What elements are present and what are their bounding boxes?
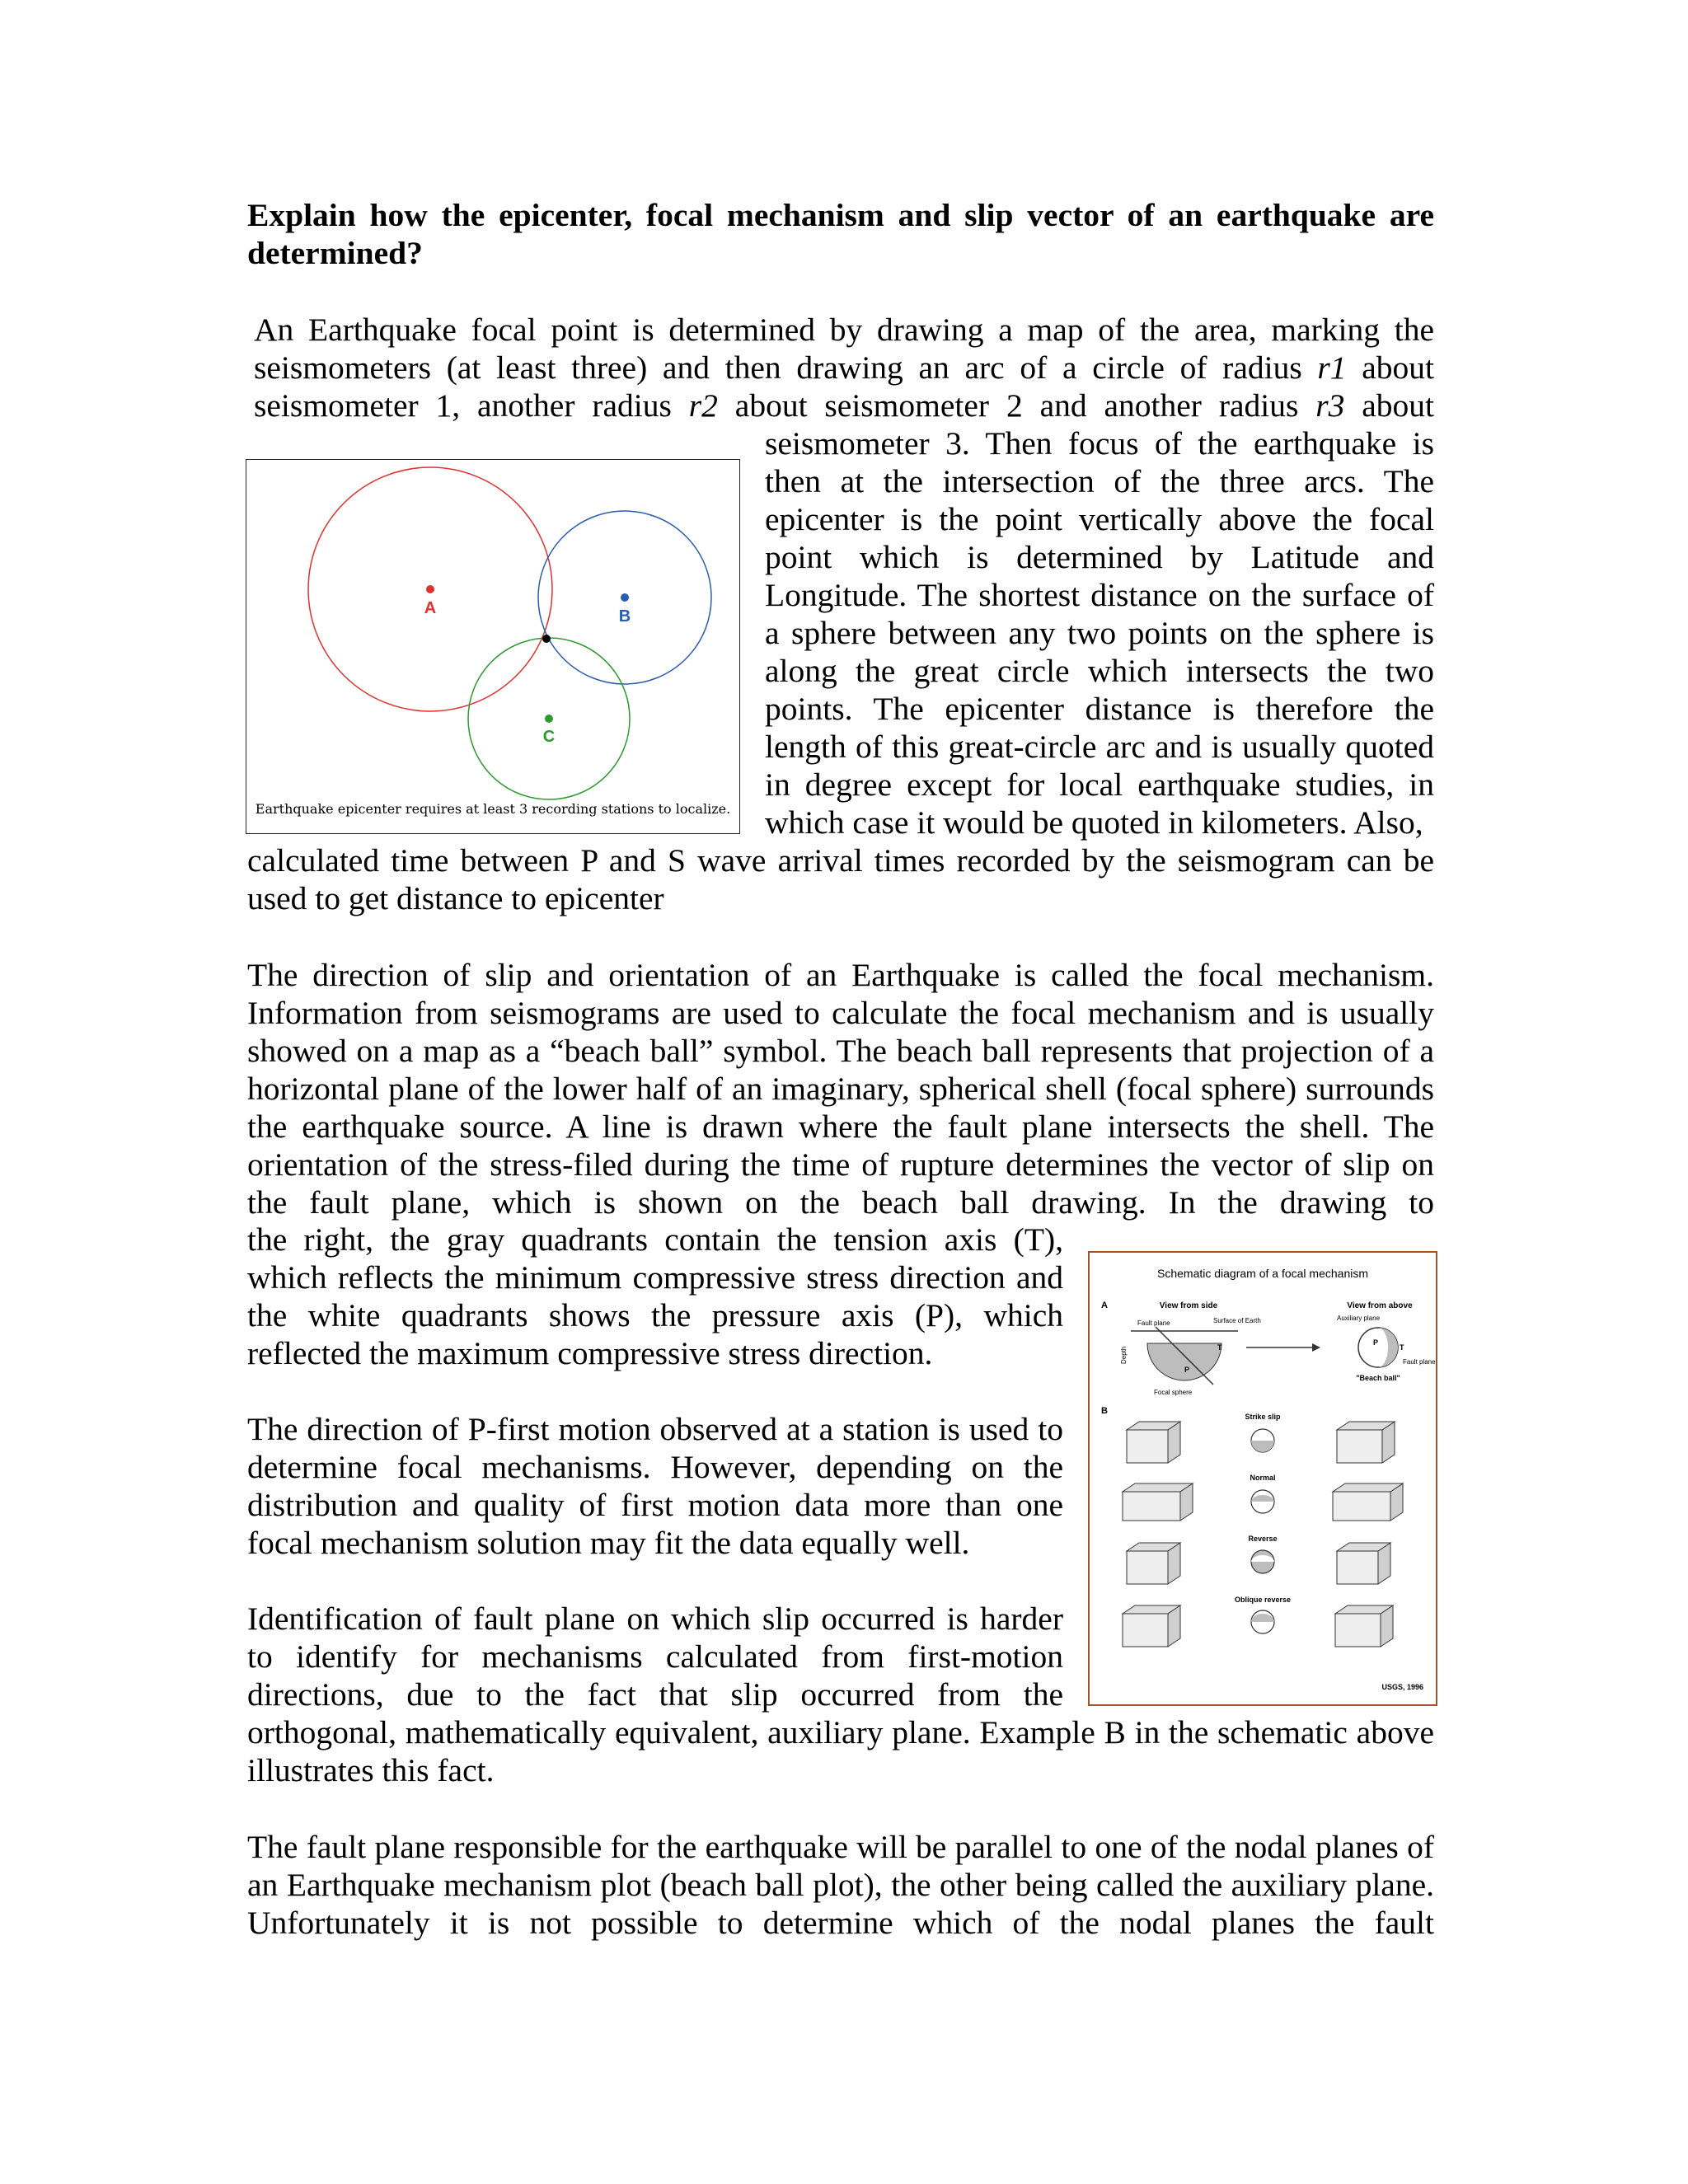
- p-axis-side: P: [1184, 1366, 1190, 1374]
- view-above-label: View from above: [1347, 1301, 1413, 1310]
- oblique-reverse-row: [1123, 1596, 1393, 1647]
- oblique-reverse-label: Oblique reverse: [1234, 1596, 1292, 1604]
- focal-mechanism-figure: [1088, 1251, 1437, 1706]
- focal-sphere-label: Focal sphere: [1154, 1389, 1193, 1396]
- surface-label: Surface of Earth: [1213, 1317, 1261, 1324]
- aux-plane-label: Auxiliary plane: [1337, 1315, 1381, 1322]
- section-a-label: A: [1101, 1301, 1108, 1310]
- depth-label: Depth: [1120, 1346, 1128, 1364]
- epicenter-figure: [246, 459, 740, 834]
- paragraph-epicenter-after: calculated time between P and S wave arrival times recorded by the seismogram can be used to get distance to epicenter: [247, 842, 1434, 916]
- paragraph-epicenter-wrap: seismometer 3. Then focus of the earthquake is then at the intersection of the three arcs. The epicenter is the point vertically above the focal point which is determined by Latitude and Longitude. The shortest distance on the surface of a sphere between any two points on the sphere is along the great circle which intersects the two points. The epicenter distance is therefore the length of this great-circle arc and is usually quoted in degree except for local earthquake studies, in which case it would be quoted in kilometers. Also,: [765, 425, 1434, 841]
- schematic-title: Schematic diagram of a focal mechanism: [1157, 1267, 1368, 1280]
- strike-slip-row: [1127, 1413, 1395, 1463]
- beach-ball-label: "Beach ball": [1356, 1374, 1400, 1382]
- paragraph-first-motion: The direction of P-first motion observed at a station is used to determine focal mechanisms. However, depending on the distribution and quality of first motion data more than one focal mechanism solution may fit the data equally well.: [247, 1411, 1063, 1561]
- paragraph-fault-plane-after: orthogonal, mathematically equivalent, auxiliary plane. Example B in the schematic above illustrates this fact.: [247, 1714, 1434, 1788]
- epicenter-caption: Earthquake epicenter requires at least 3 recording stations to localize.: [255, 801, 731, 817]
- reverse-row: [1127, 1535, 1390, 1584]
- paragraph-nodal-planes: The fault plane responsible for the earthquake will be parallel to one of the nodal planes of an Earthquake mechanism plot (beach ball plot), the other being called the auxiliary plane. Unfortunately it is not possible to determine which of the nodal planes the fault: [247, 1829, 1434, 1941]
- t-axis-top: T: [1400, 1343, 1404, 1352]
- fault-plane-side-label: Fault plane: [1137, 1319, 1170, 1327]
- p-axis-top: P: [1373, 1338, 1379, 1347]
- station-b-dot: [621, 593, 629, 602]
- normal-row: [1123, 1474, 1403, 1521]
- station-a-dot: [426, 585, 434, 593]
- focal-mechanism-diagram: [1090, 1253, 1436, 1704]
- station-c-label: C: [542, 728, 556, 746]
- focal-sphere-shape: [1147, 1343, 1221, 1380]
- epicenter-circles-diagram: [246, 460, 739, 833]
- p1-line2: seismometers (at least three) and then drawing an arc of a circle of radius r1 about: [254, 349, 1434, 386]
- p1-line1: An Earthquake focal point is determined by drawing a map of the area, marking the: [254, 312, 1434, 348]
- normal-label: Normal: [1250, 1474, 1276, 1482]
- reverse-label: Reverse: [1248, 1535, 1278, 1543]
- section-b-label: B: [1101, 1406, 1108, 1416]
- page-title: Explain how the epicenter, focal mechanism and slip vector of an earthquake are determined?: [247, 197, 1434, 271]
- strike-slip-label: Strike slip: [1245, 1413, 1281, 1421]
- station-a-label: A: [424, 599, 437, 617]
- epicenter-dot: [542, 635, 551, 643]
- usgs-credit: USGS, 1996: [1381, 1683, 1423, 1691]
- t-axis-side: T: [1217, 1343, 1222, 1352]
- station-b-label: B: [618, 607, 631, 626]
- paragraph-focal-mechanism-wrap: the right, the gray quadrants contain the tension axis (T), which reflects the minimum compressive stress direction and the white quadrants shows the pressure axis (P), which reflected the maximum compressive stress direction.: [247, 1221, 1063, 1371]
- paragraph-epicenter-intro: [247, 311, 1434, 424]
- p1-line3: seismometer 1, another radius r2 about seismometer 2 and another radius r3 about: [254, 387, 1434, 424]
- paragraph-focal-mechanism: The direction of slip and orientation of an Earthquake is called the focal mechanism. Information from seismograms are used to calculate the focal mechanism and is usually showed on a map as a “beach ball” symbol. The beach ball represents that projection of a horizontal plane of the lower half of an imaginary, spherical shell (focal sphere) surrounds the earthquake source. A line is drawn where the fault plane intersects the shell. The orientation of the stress-filed during the time of rupture determines the vector of slip on the fault plane, which is shown on the beach ball drawing. In the drawing to: [247, 957, 1434, 1221]
- station-c-dot: [545, 715, 553, 723]
- fault-plane-top-label: Fault plane: [1403, 1358, 1436, 1366]
- paragraph-fault-plane-wrap: Identification of fault plane on which slip occurred is harder to identify for mechanisms calculated from first-motion directions, due to the fact that slip occurred from the: [247, 1601, 1063, 1713]
- view-side-label: View from side: [1159, 1301, 1218, 1310]
